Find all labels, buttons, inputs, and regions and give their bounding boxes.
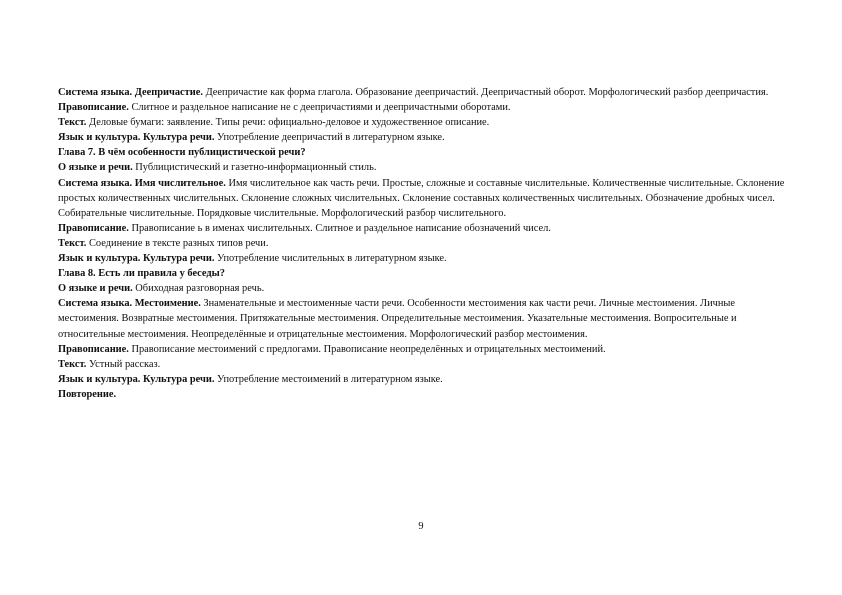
paragraph-participle-system bbox=[58, 85, 798, 100]
paragraph-text: Обиходная разговорная речь. bbox=[132, 283, 265, 295]
paragraph-text: Устный рассказ. bbox=[86, 358, 161, 370]
paragraph-pronoun-spelling bbox=[58, 342, 798, 357]
paragraph-numeral-culture bbox=[58, 251, 798, 266]
paragraph-heading: Язык и культура. Культура речи. bbox=[58, 373, 215, 385]
paragraph-text: Соединение в тексте разных типов речи. bbox=[86, 237, 269, 249]
paragraph-heading: О языке и речи. bbox=[58, 162, 133, 174]
paragraph-pronoun-text bbox=[58, 357, 798, 372]
chapter-8-heading bbox=[58, 266, 798, 281]
paragraph-pronoun-system bbox=[58, 296, 798, 341]
chapter-title: Глава 7. В чём особенности публицистической речи? bbox=[58, 147, 306, 159]
paragraph-heading: Система языка. Имя числительное. bbox=[58, 177, 226, 189]
paragraph-text: Употребление числительных в литературном языке. bbox=[214, 253, 447, 265]
paragraph-heading: Система языка. Деепричастие. bbox=[58, 87, 203, 98]
paragraph-heading: Правописание. bbox=[58, 102, 129, 114]
paragraph-heading: Текст. bbox=[58, 117, 87, 129]
paragraph-heading: Правописание. bbox=[58, 343, 129, 355]
paragraph-text: Деепричастие как форма глагола. Образование деепричастий. Деепричастный оборот. Морфологический разбор деепричастия. bbox=[202, 87, 769, 98]
paragraph-text: Правописание ь в именах числительных. Слитное и раздельное написание обозначений чисел. bbox=[128, 222, 551, 234]
paragraph-heading: О языке и речи. bbox=[58, 283, 133, 295]
paragraph-numeral-text bbox=[58, 236, 798, 251]
paragraph-heading: Повторение. bbox=[58, 388, 117, 400]
paragraph-heading: Язык и культура. Культура речи. bbox=[58, 132, 215, 144]
paragraph-heading: Текст. bbox=[58, 237, 87, 249]
paragraph-colloquial-speech bbox=[58, 281, 798, 296]
paragraph-numeral-spelling bbox=[58, 221, 798, 236]
paragraph-heading: Система языка. Местоимение. bbox=[58, 298, 201, 310]
document-body bbox=[58, 85, 798, 402]
chapter-title: Глава 8. Есть ли правила у беседы? bbox=[58, 268, 225, 280]
paragraph-publicistic-style bbox=[58, 160, 798, 175]
paragraph-text: Знаменательные и местоименные части речи. Особенности местоимения как части речи. Личные местоимения. Личные местоимения. Возвратные местоимения. Притяжательные местоимения. Определительные местоимения. Указательные местоимения. Вопросительные и относительные местоимения. Неопределённые и отрицательные местоимения. Морфологический разбор местоимения. bbox=[58, 298, 737, 340]
paragraph-text: Употребление местоимений в литературном языке. bbox=[214, 373, 443, 385]
paragraph-participle-text bbox=[58, 115, 798, 130]
paragraph-heading: Текст. bbox=[58, 358, 87, 370]
paragraph-heading: Язык и культура. Культура речи. bbox=[58, 253, 215, 265]
paragraph-text: Слитное и раздельное написание не с деепричастиями и деепричастными оборотами. bbox=[128, 102, 511, 114]
page-number: 9 bbox=[418, 521, 424, 532]
chapter-7-heading bbox=[58, 145, 798, 160]
paragraph-text: Употребление деепричастий в литературном языке. bbox=[214, 132, 445, 144]
paragraph-review bbox=[58, 387, 798, 402]
paragraph-pronoun-culture bbox=[58, 372, 798, 387]
paragraph-text: Публицистический и газетно-информационный стиль. bbox=[132, 162, 377, 174]
paragraph-text: Имя числительное как часть речи. Простые, сложные и составные числительные. Количественные числительные. Склонение простых количественных числительных. Склонение сложных числительных. Склонение составных количественных числительных. Обозначение дробных чисел. Собирательные числительные. Порядковые числительные. Морфологический разбор числительного. bbox=[58, 177, 785, 219]
paragraph-participle-culture bbox=[58, 130, 798, 145]
paragraph-text: Деловые бумаги: заявление. Типы речи: официально-деловое и художественное описание. bbox=[86, 117, 490, 129]
paragraph-numeral-system bbox=[58, 176, 798, 221]
paragraph-text: Правописание местоимений с предлогами. Правописание неопределённых и отрицательных местоимений. bbox=[128, 343, 606, 355]
paragraph-participle-spelling bbox=[58, 100, 798, 115]
paragraph-heading: Правописание. bbox=[58, 222, 129, 234]
